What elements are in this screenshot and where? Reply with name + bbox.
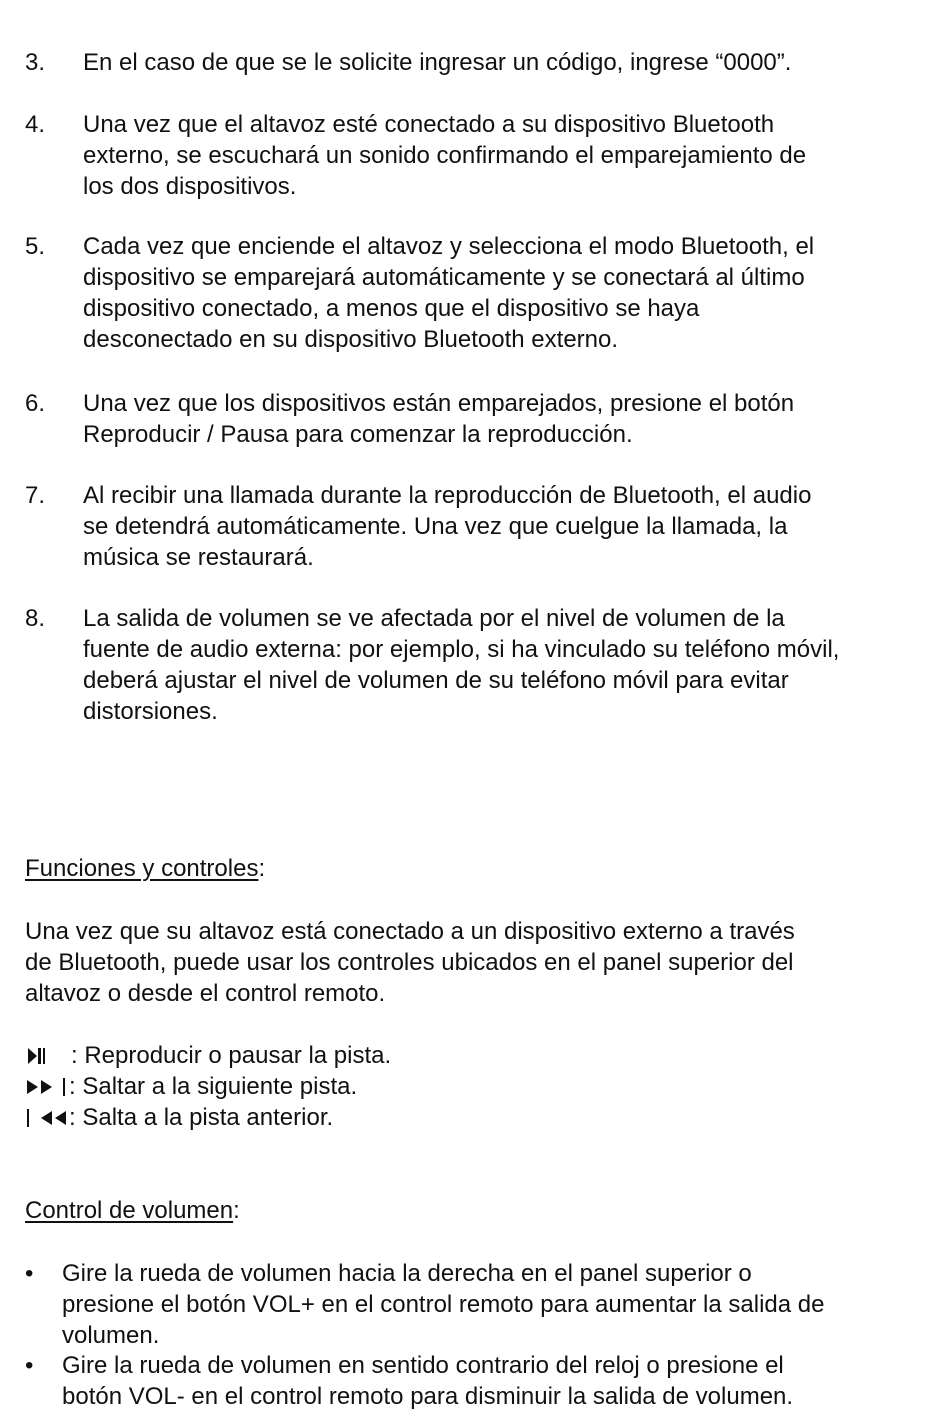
volume-heading-text: Control de volumen [25,1197,234,1224]
step-8 [25,603,940,727]
step-5 [25,231,940,355]
step-text: Al recibir una llamada durante la reproducción de Bluetooth, el audio se detendrá automáticamente. Una vez que cuelgue la llamada, la música se restaurará. [83,482,812,571]
step-text: Una vez que los dispositivos están emparejados, presione el botón Reproducir / Pausa para comenzar la reproducción. [83,390,795,448]
bullet-text: Gire la rueda de volumen hacia la derecha en el panel superior o presione el botón VOL+ en el control remoto para aumentar la salida de volumen. [62,1260,825,1349]
control-next-text: : Saltar a la siguiente pista. [69,1073,358,1100]
bullet-marker: • [25,1260,34,1287]
step-number: 8. [25,605,46,632]
step-number: 4. [25,111,46,138]
step-4 [25,109,940,202]
control-next [25,1071,357,1102]
step-6 [25,388,940,450]
next-track-icon [25,1076,69,1098]
step-text: Una vez que el altavoz esté conectado a su dispositivo Bluetooth externo, se escuchará un sonido confirmando el emparejamiento de los dos dispositivos. [83,111,807,200]
step-number: 3. [25,49,46,76]
play-pause-icon [25,1045,71,1067]
step-number: 5. [25,233,46,260]
control-previous-text: : Salta a la pista anterior. [69,1104,334,1131]
step-text: La salida de volumen se ve afectada por el nivel de volumen de la fuente de audio externa: por ejemplo, si ha vinculado su teléfono móvil, deberá ajustar el nivel de volumen de su teléfono móvil para evitar distorsiones. [83,605,840,725]
step-7 [25,480,940,573]
bullet-text: Gire la rueda de volumen en sentido contrario del reloj o presione el botón VOL- en el control remoto para disminuir la salida de volumen. [62,1352,794,1410]
step-number: 6. [25,390,46,417]
step-3 [25,47,940,78]
volume-bullet-up [25,1258,935,1351]
control-previous [25,1102,333,1133]
step-text: Cada vez que enciende el altavoz y selecciona el modo Bluetooth, el dispositivo se emparejará automáticamente y se conectará al último dispositivo conectado, a menos que el dispositivo se haya desconectado en su dispositivo Bluetooth externo. [83,233,815,353]
volume-heading [25,1195,240,1226]
heading-colon: : [258,855,266,882]
step-number: 7. [25,482,46,509]
volume-bullet-down [25,1350,935,1412]
functions-heading-text: Funciones y controles [25,855,259,882]
bullet-marker: • [25,1352,34,1379]
previous-track-icon [25,1107,69,1129]
functions-intro: Una vez que su altavoz está conectado a un dispositivo externo a través de Bluetooth, puede usar los controles ubicados en el panel superior del altavoz o desde el control remoto. [25,918,795,1007]
control-play-pause [25,1040,391,1071]
control-play-pause-text: : Reproducir o pausar la pista. [71,1042,392,1069]
step-text: En el caso de que se le solicite ingresar un código, ingrese “0000”. [83,49,792,76]
heading-colon: : [233,1197,240,1224]
functions-heading [25,853,265,884]
